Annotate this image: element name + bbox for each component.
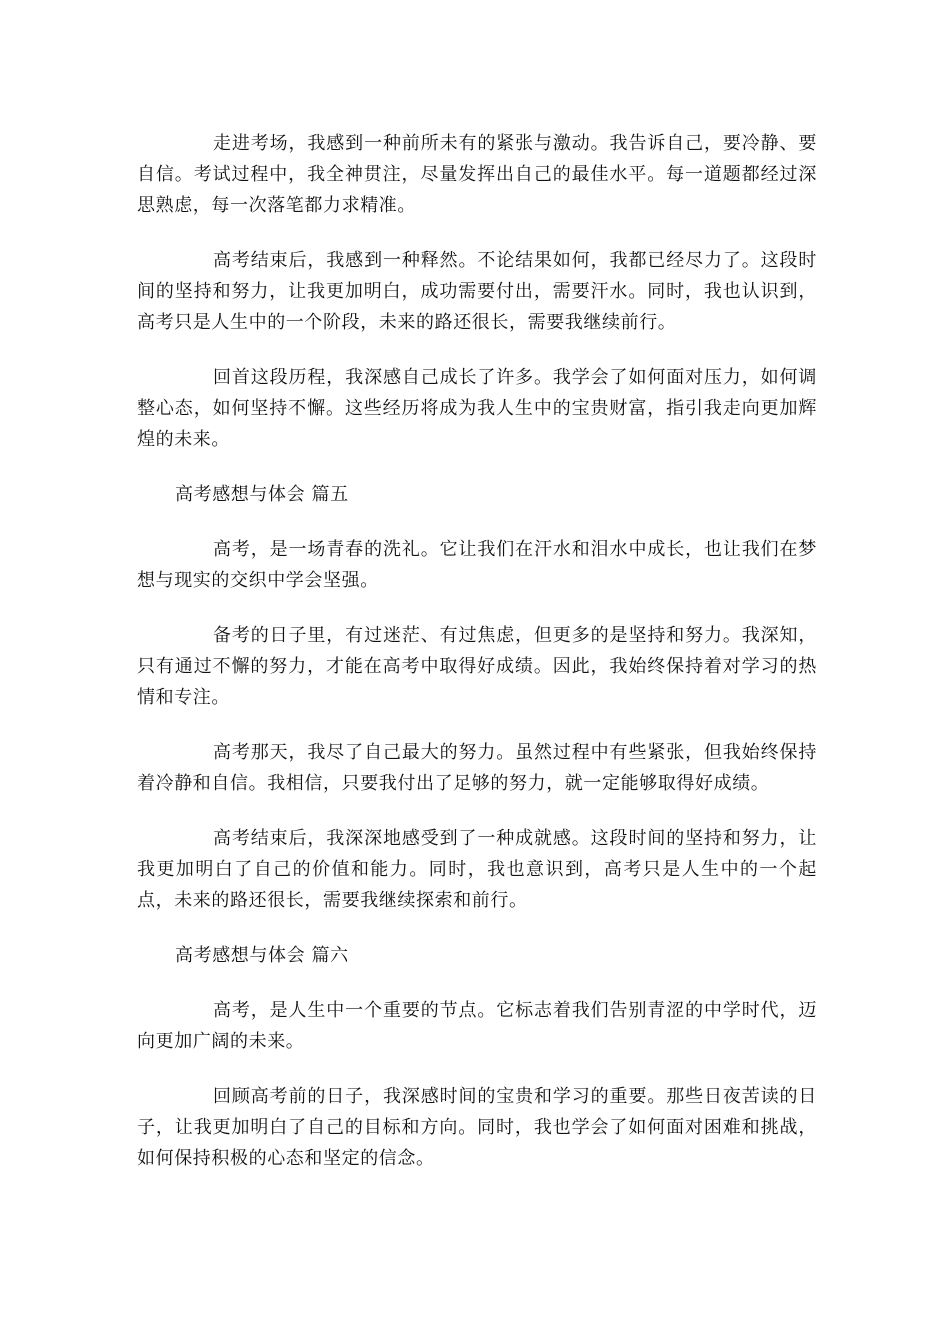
paragraph: 高考，是人生中一个重要的节点。它标志着我们告别青涩的中学时代，迈向更加广阔的未来。 [137,1000,817,1052]
paragraph: 高考，是一场青春的洗礼。它让我们在汗水和泪水中成长，也让我们在梦想与现实的交织中学会坚强。 [137,539,817,591]
paragraph: 走进考场，我感到一种前所未有的紧张与激动。我告诉自己，要冷静、要自信。考试过程中，我全神贯注，尽量发挥出自己的最佳水平。每一道题都经过深思熟虑，每一次落笔都力求精准。 [137,133,817,216]
paragraph: 高考那天，我尽了自己最大的努力。虽然过程中有些紧张，但我始终保持着冷静和自信。我相信，只要我付出了足够的努力，就一定能够取得好成绩。 [137,742,817,794]
section-heading: 高考感想与体会 篇五 [175,484,349,505]
paragraph: 高考结束后，我感到一种释然。不论结果如何，我都已经尽力了。这段时间的坚持和努力，让我更加明白，成功需要付出，需要汗水。同时，我也认识到，高考只是人生中的一个阶段，未来的路还很长，需要我继续前行。 [137,250,817,333]
paragraph: 高考结束后，我深深地感受到了一种成就感。这段时间的坚持和努力，让我更加明白了自己的价值和能力。同时，我也意识到，高考只是人生中的一个起点，未来的路还很长，需要我继续探索和前行。 [137,828,817,911]
section-heading: 高考感想与体会 篇六 [175,945,349,966]
paragraph: 回顾高考前的日子，我深感时间的宝贵和学习的重要。那些日夜苦读的日子，让我更加明白了自己的目标和方向。同时，我也学会了如何面对困难和挑战，如何保持积极的心态和坚定的信念。 [137,1086,817,1169]
document-page [137,128,817,1198]
paragraph: 备考的日子里，有过迷茫、有过焦虑，但更多的是坚持和努力。我深知，只有通过不懈的努力，才能在高考中取得好成绩。因此，我始终保持着对学习的热情和专注。 [137,625,817,708]
paragraph: 回首这段历程，我深感自己成长了许多。我学会了如何面对压力，如何调整心态，如何坚持不懈。这些经历将成为我人生中的宝贵财富，指引我走向更加辉煌的未来。 [137,367,817,450]
